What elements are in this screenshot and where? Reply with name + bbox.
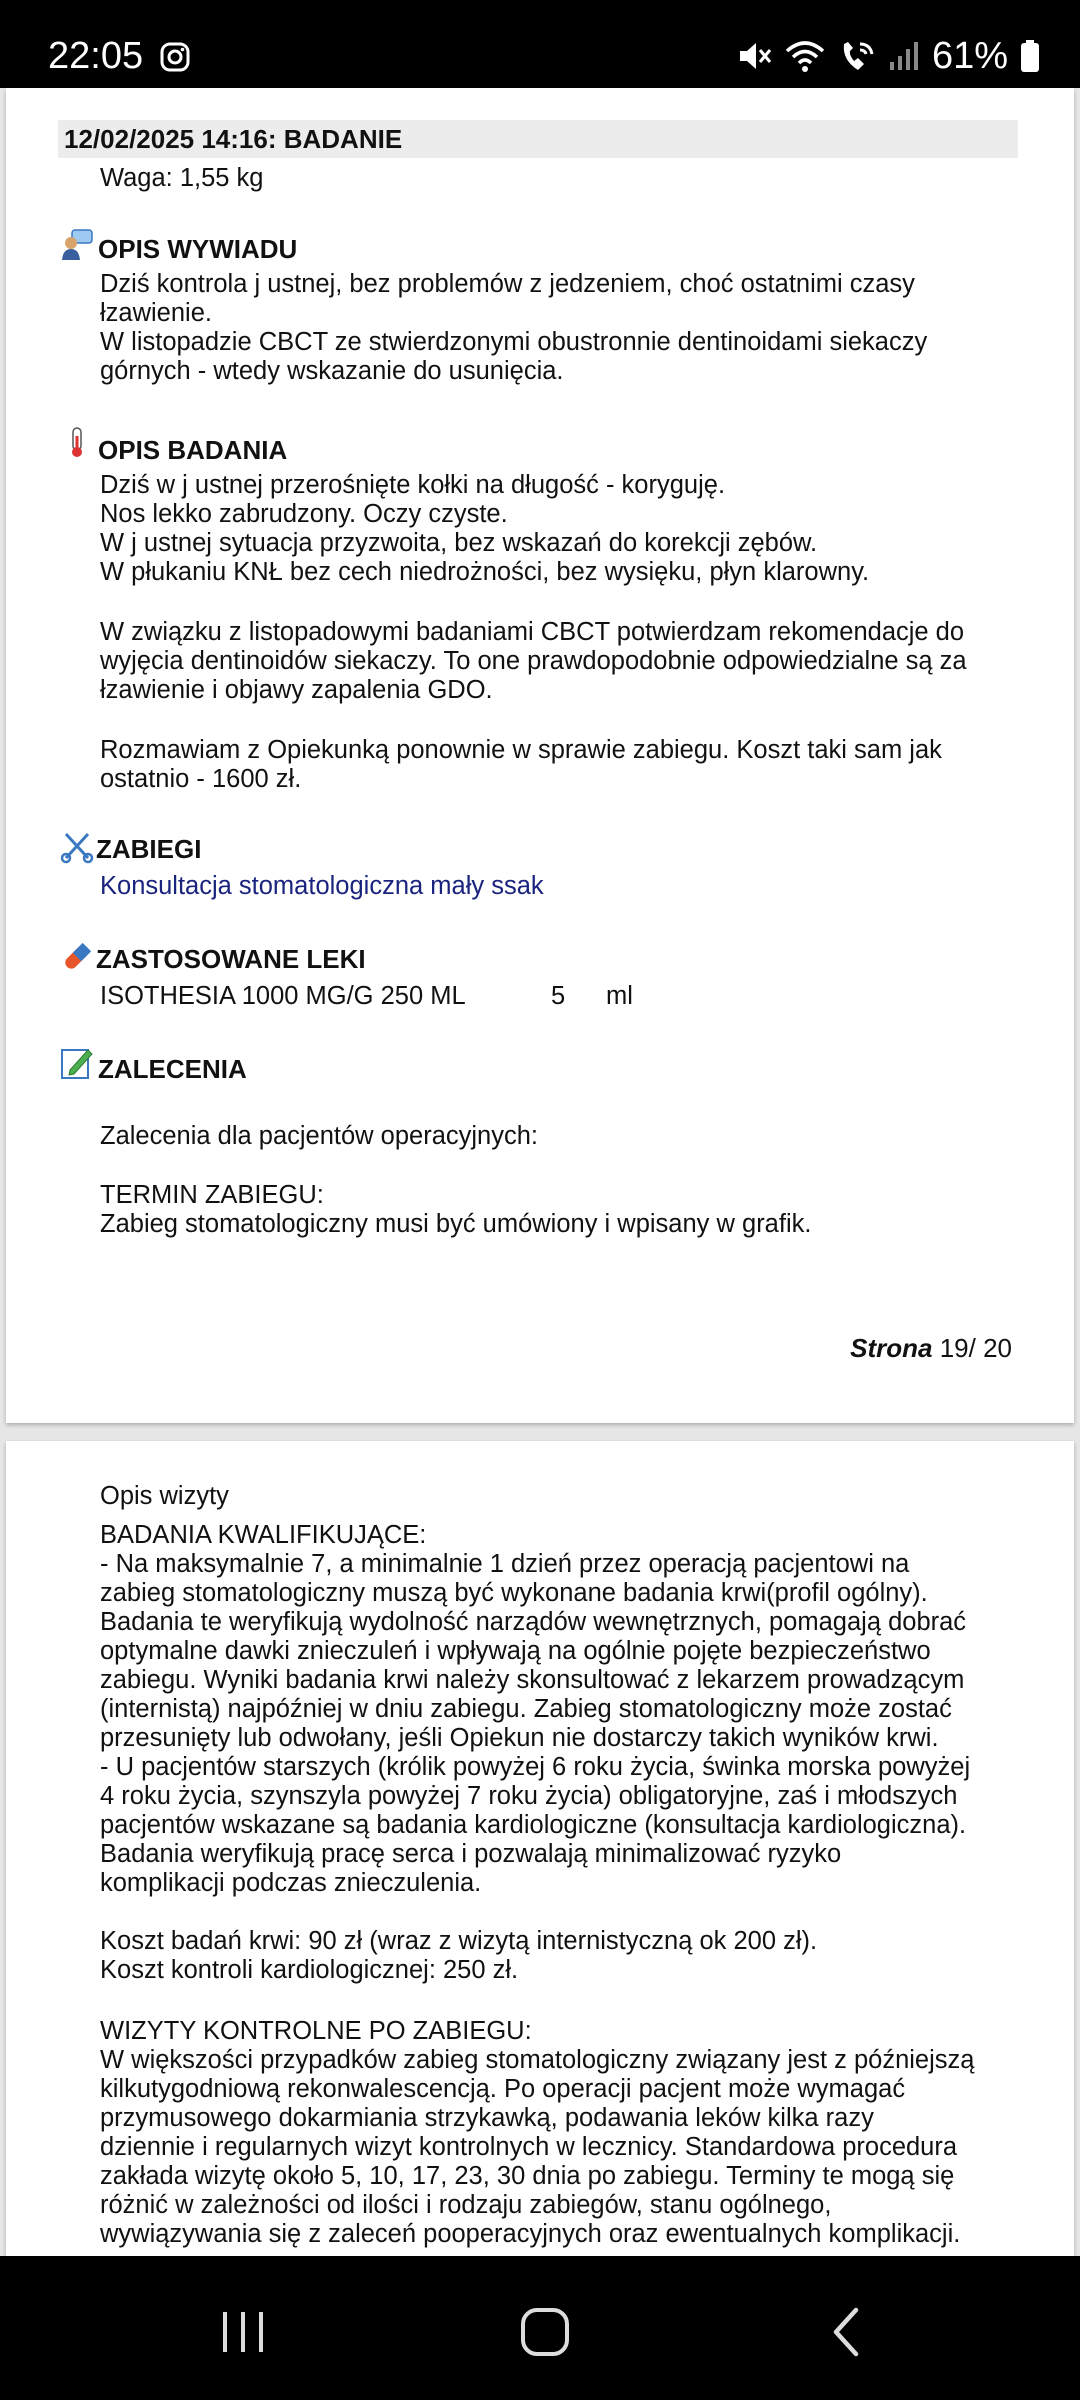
wywiad-text: Dziś kontrola j ustnej, bez problemów z jedzeniem, choć ostatnimi czasy łzawienie. W listopadzie CBCT ze stwierdzonymi obustronnie dentinoidami siekaczy górnych - wtedy wskazanie do usunięcia.: [100, 270, 928, 385]
instagram-icon: [160, 42, 190, 72]
badanie-text-2: W związku z listopadowymi badaniami CBCT potwierdzam rekomendacje do wyjęcia dentinoidów siekaczy. To one prawdopodobnie odpowiedzialne są za łzawienie i objawy zapalenia GDO.: [100, 618, 967, 704]
page-number: 19/ 20: [939, 1333, 1012, 1363]
thermometer-icon: [60, 426, 94, 460]
section-title-leki: ZASTOSOWANE LEKI: [96, 944, 366, 974]
status-time: 22:05: [48, 35, 144, 77]
back-icon[interactable]: [818, 2302, 878, 2362]
mute-icon: [736, 38, 772, 74]
section-title-zalecenia: ZALECENIA: [98, 1054, 247, 1084]
signal-icon: [888, 38, 920, 74]
zalecenia-text-2: TERMIN ZABIEGU: Zabieg stomatologiczny musi być umówiony i wpisany w grafik.: [100, 1181, 812, 1238]
battery-percentage: 61%: [931, 35, 1008, 77]
weight-text: Waga: 1,55 kg: [100, 164, 264, 192]
notepad-edit-icon: [60, 1046, 94, 1080]
recent-apps-icon[interactable]: [213, 2302, 273, 2362]
visit-description-heading: Opis wizyty: [100, 1482, 229, 1510]
badanie-text-3: Rozmawiam z Opiekunką ponownie w sprawie zabiegu. Koszt taki sam jak ostatnio - 1600 zł.: [100, 736, 942, 793]
scissors-icon: [60, 830, 94, 864]
procedure-item[interactable]: Konsultacja stomatologiczna mały ssak: [100, 872, 544, 900]
medication-name: ISOTHESIA 1000 MG/G 250 ML: [100, 982, 466, 1010]
medication-unit: ml: [606, 982, 633, 1010]
badanie-text-1: Dziś w j ustnej przerośnięte kołki na długość - koryguję. Nos lekko zabrudzony. Oczy czyste. W j ustnej sytuacja przyzwoita, bez wskazań do korekcji zębów. W płukaniu KNŁ bez cech niedrożności, bez wysięku, płyn klarowny.: [100, 471, 870, 586]
follow-up-visits-text: WIZYTY KONTROLNE PO ZABIEGU: W większości przypadków zabieg stomatologiczny związany jest z późniejszą kilkutygodniową rekonwalescencją. Po operacji pacjent może wymagać przymusowego dokarmiania strzykawką, podawania leków kilka razy dziennie i regularnych wizyt kontrolnych w lecznicy. Standardowa procedura zakłada wizytę około 5, 10, 17, 23, 30 dnia po zabiegu. Terminy te mogą się różnić w zależności od ilości i rodzaju zabiegów, stanu ogólnego, wywiązywania się z zaleceń pooperacyjnych oraz ewentualnych komplikacji.: [100, 2017, 975, 2248]
pill-icon: [60, 940, 94, 974]
interview-icon: [60, 228, 94, 262]
navigation-bar: [0, 2256, 1080, 2400]
visit-header: 12/02/2025 14:16: BADANIE: [58, 120, 1018, 158]
section-title-badanie: OPIS BADANIA: [98, 435, 288, 465]
document-page-2[interactable]: [6, 1441, 1074, 2256]
home-icon[interactable]: [515, 2302, 575, 2362]
section-title-zabiegi: ZABIEGI: [96, 834, 202, 864]
wifi-icon: [784, 38, 826, 74]
footer-label: Strona: [850, 1333, 933, 1363]
wifi-calling-icon: [838, 38, 876, 74]
status-bar: [0, 0, 1080, 88]
medication-quantity: 5: [551, 982, 566, 1010]
battery-icon: [1020, 38, 1040, 74]
page-footer: [850, 1333, 1012, 1363]
qualifying-tests-text: BADANIA KWALIFIKUJĄCE: - Na maksymalnie 7, a minimalnie 1 dzień przez operacją pacjentowi na zabieg stomatologiczny muszą być wykonane badania krwi(profil ogólny). Badania te weryfikują wydolność narządów wewnętrznych, pomagają dobrać optymalne dawki znieczuleń i wpływają na ogólnie pojęte bezpieczeństwo zabiegu. Wyniki badania krwi należy skonsultować z lekarzem prowadzącym (internistą) najpóźniej w dniu zabiegu. Zabieg stomatologiczny może zostać przesunięty lub odwołany, jeśli Opiekun nie dostarczy takich wyników krwi. - U pacjentów starszych (królik powyżej 6 roku życia, świnka morska powyżej 4 roku życia, szynszyla powyżej 7 roku życia) obligatoryjne, zaś i młodszych pacjentów wskazane są badania kardiologiczne (konsultacja kardiologiczna). Badania weryfikują pracę serca i pozwalają minimalizować ryzyko komplikacji podczas znieczulenia.: [100, 1521, 971, 1897]
cost-text: Koszt badań krwi: 90 zł (wraz z wizytą internistyczną ok 200 zł). Koszt kontroli kardiologicznej: 250 zł.: [100, 1927, 818, 1984]
document-page-1[interactable]: [6, 88, 1074, 1423]
zalecenia-text-1: Zalecenia dla pacjentów operacyjnych:: [100, 1122, 539, 1150]
section-title-wywiad: OPIS WYWIADU: [98, 234, 298, 264]
